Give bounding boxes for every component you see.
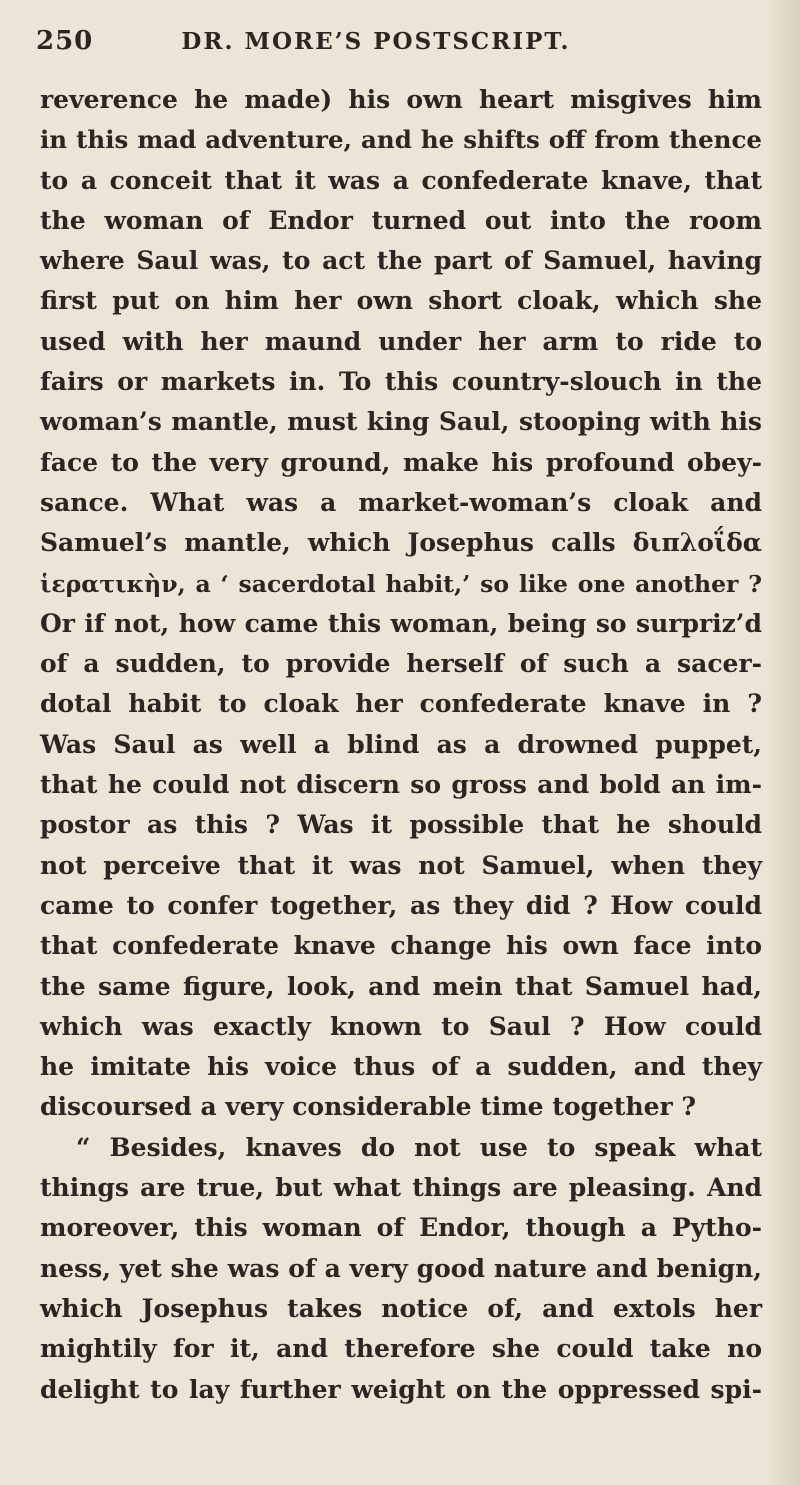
text-line: of a sudden, to provide herself of such a sacer- xyxy=(40,649,762,679)
text-line: the woman of Endor turned out into the room xyxy=(40,205,762,235)
text-line: dotal habit to cloak her confederate knave in ? xyxy=(40,689,762,719)
text-line: delight to lay further weight on the oppressed spi- xyxy=(40,1374,762,1404)
text-line: face to the very ground, make his profound obey- xyxy=(40,447,762,477)
text-line: which was exactly known to Saul ? How could xyxy=(40,1011,762,1041)
text-line: moreover, this woman of Endor, though a Pytho- xyxy=(40,1213,762,1243)
text-line: the same figure, look, and mein that Samuel had, xyxy=(40,971,762,1001)
text-line: postor as this ? Was it possible that he should xyxy=(40,810,762,840)
text-line: to a conceit that it was a confederate knave, that xyxy=(40,165,762,195)
text-line: discoursed a very considerable time together ? xyxy=(40,1092,697,1122)
page-number: 250 xyxy=(36,26,94,56)
text-line: woman’s mantle, must king Saul, stooping with his xyxy=(40,407,762,437)
text-line: Was Saul as well a blind as a drowned puppet, xyxy=(40,729,762,759)
text-line: “ Besides, knaves do not use to speak what xyxy=(76,1132,762,1162)
text-line: Samuel’s mantle, which Josephus calls διπλοΐδα xyxy=(40,528,762,558)
text-line: things are true, but what things are pleasing. And xyxy=(40,1173,762,1203)
text-line: Or if not, how came this woman, being so surpriz’d xyxy=(40,608,762,638)
body-text xyxy=(40,80,762,1410)
text-line: used with her maund under her arm to ride to xyxy=(40,326,762,356)
text-line: where Saul was, to act the part of Samuel, having xyxy=(40,246,762,276)
text-line: that confederate knave change his own face into xyxy=(40,931,762,961)
text-line: that he could not discern so gross and bold an im- xyxy=(40,770,762,800)
text-line: mightily for it, and therefore she could take no xyxy=(40,1334,762,1364)
text-line: fairs or markets in. To this country-slouch in the xyxy=(40,367,762,397)
text-line: sance. What was a market-woman’s cloak and xyxy=(40,487,762,517)
text-line: ἱερατικὴν, a ‘ sacerdotal habit,’ so like one another ? xyxy=(40,569,762,598)
running-head: DR. MORE’S POSTSCRIPT. xyxy=(181,28,571,55)
text-line: which Josephus takes notice of, and extols her xyxy=(40,1293,762,1323)
page-header xyxy=(36,26,736,62)
text-line: not perceive that it was not Samuel, when they xyxy=(40,850,762,880)
text-line: came to confer together, as they did ? How could xyxy=(40,890,762,920)
text-line: he imitate his voice thus of a sudden, and they xyxy=(40,1052,762,1082)
page-edge-shadow xyxy=(766,0,800,1485)
text-line: in this mad adventure, and he shifts off from thence xyxy=(40,125,762,155)
text-line: ness, yet she was of a very good nature and benign, xyxy=(40,1253,762,1283)
text-line: first put on him her own short cloak, which she xyxy=(40,286,762,316)
text-line: reverence he made) his own heart misgives him xyxy=(40,85,762,114)
